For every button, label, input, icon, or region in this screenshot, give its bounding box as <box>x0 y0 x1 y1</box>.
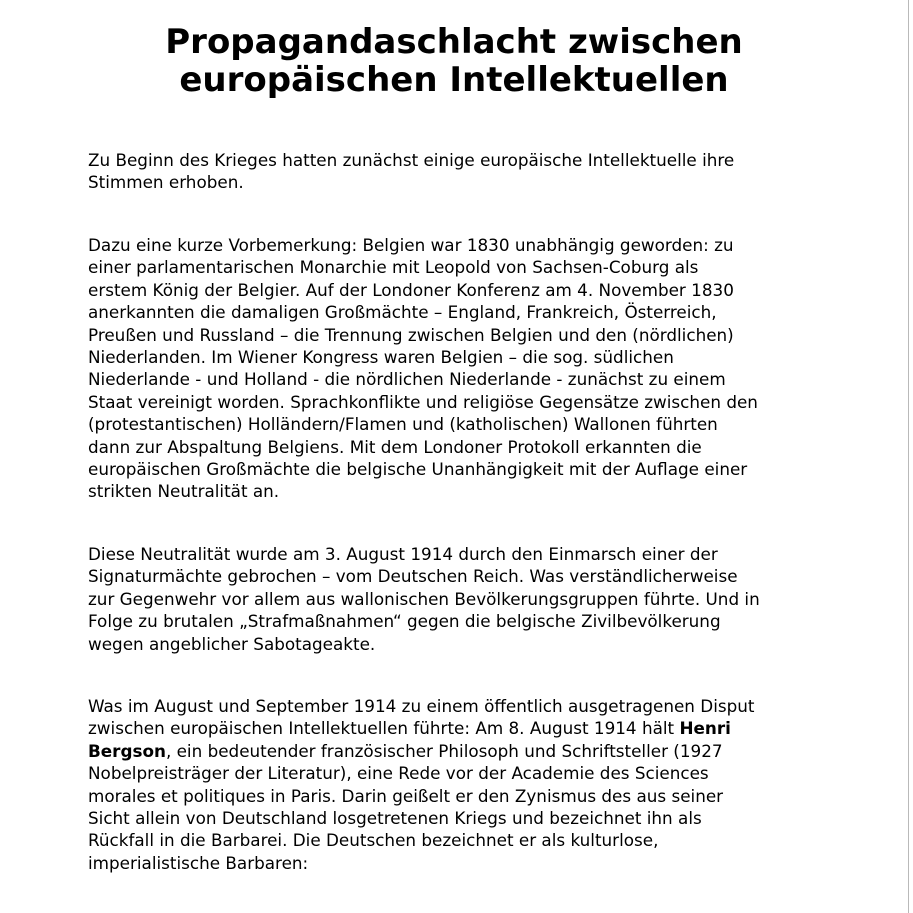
text-line: Preußen und Russland – die Trennung zwischen Belgien und den (nördlichen) <box>88 324 734 345</box>
text-line: Staat vereinigt worden. Sprachkonflikte und religiöse Gegensätze zwischen den <box>88 391 758 412</box>
bold-name: Henri <box>679 718 731 739</box>
text-run: , ein bedeutender französischer Philosoph und Schriftsteller (1927 <box>165 740 723 761</box>
text-line: wegen angeblicher Sabotageakte. <box>88 633 376 654</box>
page-title <box>0 23 908 99</box>
title-line-2: europäischen Intellektuellen <box>179 60 729 100</box>
paragraph-background <box>88 234 818 503</box>
text-line: anerkannten die damaligen Großmächte – England, Frankreich, Österreich, <box>88 302 717 323</box>
text-line: einer parlamentarischen Monarchie mit Leopold von Sachsen-Coburg als <box>88 257 699 278</box>
paragraph-dispute <box>88 695 818 874</box>
text-line: strikten Neutralität an. <box>88 481 280 502</box>
title-line-1: Propagandaschlacht zwischen <box>165 22 743 62</box>
paragraph-intro <box>88 149 818 194</box>
text-line: imperialistische Barbaren: <box>88 852 309 873</box>
text-line: Diese Neutralität wurde am 3. August 1914 durch den Einmarsch einer der <box>88 544 718 564</box>
text-line: zur Gegenwehr vor allem aus wallonischen Bevölkerungsgruppen führte. Und in <box>88 588 760 609</box>
text-line: Rückfall in die Barbarei. Die Deutschen bezeichnet er als kulturlose, <box>88 830 659 851</box>
text-line: Niederlande - und Holland - die nördlichen Niederlande - zunächst zu einem <box>88 369 726 390</box>
text-line: Nobelpreisträger der Literatur), eine Rede vor der Academie des Sciences <box>88 763 709 784</box>
text-line: Was im August und September 1914 zu einem öffentlich ausgetragenen Disput <box>88 696 755 716</box>
text-line: Stimmen erhoben. <box>88 172 244 193</box>
window-edge-scrollbar[interactable] <box>908 0 913 913</box>
bold-name: Bergson <box>88 740 166 761</box>
text-line: Niederlanden. Im Wiener Kongress waren Belgien – die sog. südlichen <box>88 347 674 368</box>
paragraph-neutrality <box>88 543 818 655</box>
text-line: Sicht allein von Deutschland losgetretenen Kriegs und bezeichnet ihn als <box>88 808 702 829</box>
text-line <box>88 740 818 762</box>
text-line: morales et politiques in Paris. Darin geißelt er den Zynismus des aus seiner <box>88 785 724 806</box>
text-line: europäischen Großmächte die belgische Unanhängigkeit mit der Auflage einer <box>88 459 748 480</box>
text-line: erstem König der Belgier. Auf der Londoner Konferenz am 4. November 1830 <box>88 279 734 300</box>
text-line: Zu Beginn des Krieges hatten zunächst einige europäische Intellektuelle ihre <box>88 150 735 170</box>
text-line <box>88 717 818 739</box>
text-line: Folge zu brutalen „Strafmaßnahmen“ gegen die belgische Zivilbevölkerung <box>88 611 721 632</box>
text-run: zwischen europäischen Intellektuellen führte: Am 8. August 1914 hält <box>88 718 680 739</box>
text-line: dann zur Abspaltung Belgiens. Mit dem Londoner Protokoll erkannten die <box>88 436 702 457</box>
text-line: Dazu eine kurze Vorbemerkung: Belgien war 1830 unabhängig geworden: zu <box>88 235 734 255</box>
text-line: (protestantischen) Holländern/Flamen und (katholischen) Wallonen führten <box>88 414 718 435</box>
text-line: Signaturmächte gebrochen – vom Deutschen Reich. Was verständlicherweise <box>88 566 738 587</box>
